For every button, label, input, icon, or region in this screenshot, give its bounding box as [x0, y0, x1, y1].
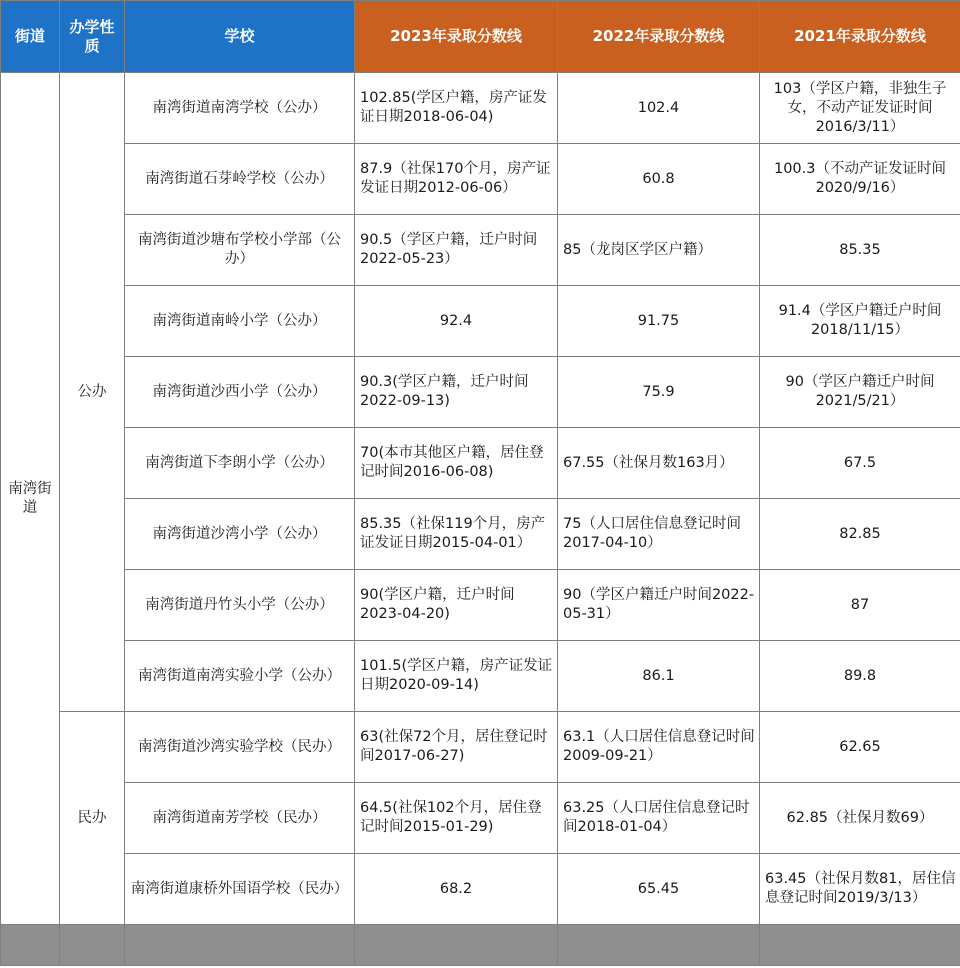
header-2021: 2021年录取分数线	[760, 1, 960, 73]
header-district: 街道	[1, 1, 60, 73]
score-2022-cell: 75（人口居住信息登记时间2017-04-10）	[558, 499, 760, 570]
header-row	[1, 1, 960, 73]
score-2023-cell: 90.5（学区户籍，迁户时间2022-05-23）	[355, 215, 558, 286]
score-2023-cell: 90.3(学区户籍，迁户时间2022-09-13)	[355, 357, 558, 428]
score-2023-cell: 101.5(学区户籍，房产证发证日期2020-09-14)	[355, 641, 558, 712]
table-row	[1, 854, 960, 925]
table-row	[1, 286, 960, 357]
school-cell: 南湾街道沙西小学（公办）	[125, 357, 355, 428]
table-row	[1, 144, 960, 215]
school-cell: 南湾街道下李朗小学（公办）	[125, 428, 355, 499]
table-row	[1, 712, 960, 783]
school-cell: 南湾街道沙湾小学（公办）	[125, 499, 355, 570]
score-2021-cell: 90（学区户籍迁户时间2021/5/21）	[760, 357, 960, 428]
table-row	[1, 641, 960, 712]
score-2021-cell: 100.3（不动产证发证时间2020/9/16）	[760, 144, 960, 215]
score-2023-cell: 70(本市其他区户籍，居住登记时间2016-06-08)	[355, 428, 558, 499]
score-2023-cell: 92.4	[355, 286, 558, 357]
score-2021-cell: 103（学区户籍，非独生子女，不动产证发证时间2016/3/11）	[760, 73, 960, 144]
table-row	[1, 215, 960, 286]
header-2023: 2023年录取分数线	[355, 1, 558, 73]
score-2022-cell: 75.9	[558, 357, 760, 428]
table-row	[1, 499, 960, 570]
score-2022-cell: 86.1	[558, 641, 760, 712]
score-2022-cell: 63.25（人口居住信息登记时间2018-01-04）	[558, 783, 760, 854]
score-2022-cell: 63.1（人口居住信息登记时间2009-09-21）	[558, 712, 760, 783]
score-2021-cell: 85.35	[760, 215, 960, 286]
score-2022-cell: 65.45	[558, 854, 760, 925]
footer-row	[1, 925, 960, 966]
score-2021-cell: 63.45（社保月数81，居住信息登记时间2019/3/13）	[760, 854, 960, 925]
score-2021-cell: 62.65	[760, 712, 960, 783]
header-school: 学校	[125, 1, 355, 73]
school-cell: 南湾街道南岭小学（公办）	[125, 286, 355, 357]
score-2022-cell: 60.8	[558, 144, 760, 215]
table-row	[1, 428, 960, 499]
school-cell: 南湾街道南湾学校（公办）	[125, 73, 355, 144]
school-cell: 南湾街道南芳学校（民办）	[125, 783, 355, 854]
footer-cell	[60, 925, 125, 966]
score-2023-cell: 87.9（社保170个月，房产证发证日期2012-06-06）	[355, 144, 558, 215]
table-row	[1, 73, 960, 144]
footer-cell	[760, 925, 960, 966]
footer-cell	[125, 925, 355, 966]
school-cell: 南湾街道沙湾实验学校（民办）	[125, 712, 355, 783]
score-2021-cell: 62.85（社保月数69）	[760, 783, 960, 854]
score-2021-cell: 91.4（学区户籍迁户时间2018/11/15）	[760, 286, 960, 357]
score-2023-cell: 85.35（社保119个月，房产证发证日期2015-04-01）	[355, 499, 558, 570]
footer-cell	[1, 925, 60, 966]
score-2021-cell: 82.85	[760, 499, 960, 570]
score-2023-cell: 64.5(社保102个月，居住登记时间2015-01-29)	[355, 783, 558, 854]
score-2022-cell: 85（龙岗区学区户籍）	[558, 215, 760, 286]
nature-cell-private: 民办	[60, 712, 125, 925]
table-row	[1, 783, 960, 854]
score-2023-cell: 102.85(学区户籍，房产证发证日期2018-06-04)	[355, 73, 558, 144]
table-row	[1, 570, 960, 641]
footer-cell	[558, 925, 760, 966]
score-2022-cell: 91.75	[558, 286, 760, 357]
score-2021-cell: 87	[760, 570, 960, 641]
score-2022-cell: 102.4	[558, 73, 760, 144]
school-cell: 南湾街道石芽岭学校（公办）	[125, 144, 355, 215]
header-nature: 办学性质	[60, 1, 125, 73]
school-cell: 南湾街道沙塘布学校小学部（公办）	[125, 215, 355, 286]
footer-cell	[355, 925, 558, 966]
score-2023-cell: 90(学区户籍，迁户时间2023-04-20)	[355, 570, 558, 641]
score-2021-cell: 67.5	[760, 428, 960, 499]
table-row	[1, 357, 960, 428]
nature-cell-public: 公办	[60, 73, 125, 712]
district-cell: 南湾街道	[1, 73, 60, 925]
header-2022: 2022年录取分数线	[558, 1, 760, 73]
score-2023-cell: 63(社保72个月，居住登记时间2017-06-27)	[355, 712, 558, 783]
score-2021-cell: 89.8	[760, 641, 960, 712]
score-2022-cell: 90（学区户籍迁户时间2022-05-31）	[558, 570, 760, 641]
school-cell: 南湾街道丹竹头小学（公办）	[125, 570, 355, 641]
school-cell: 南湾街道康桥外国语学校（民办）	[125, 854, 355, 925]
school-cell: 南湾街道南湾实验小学（公办）	[125, 641, 355, 712]
score-2023-cell: 68.2	[355, 854, 558, 925]
score-2022-cell: 67.55（社保月数163月）	[558, 428, 760, 499]
